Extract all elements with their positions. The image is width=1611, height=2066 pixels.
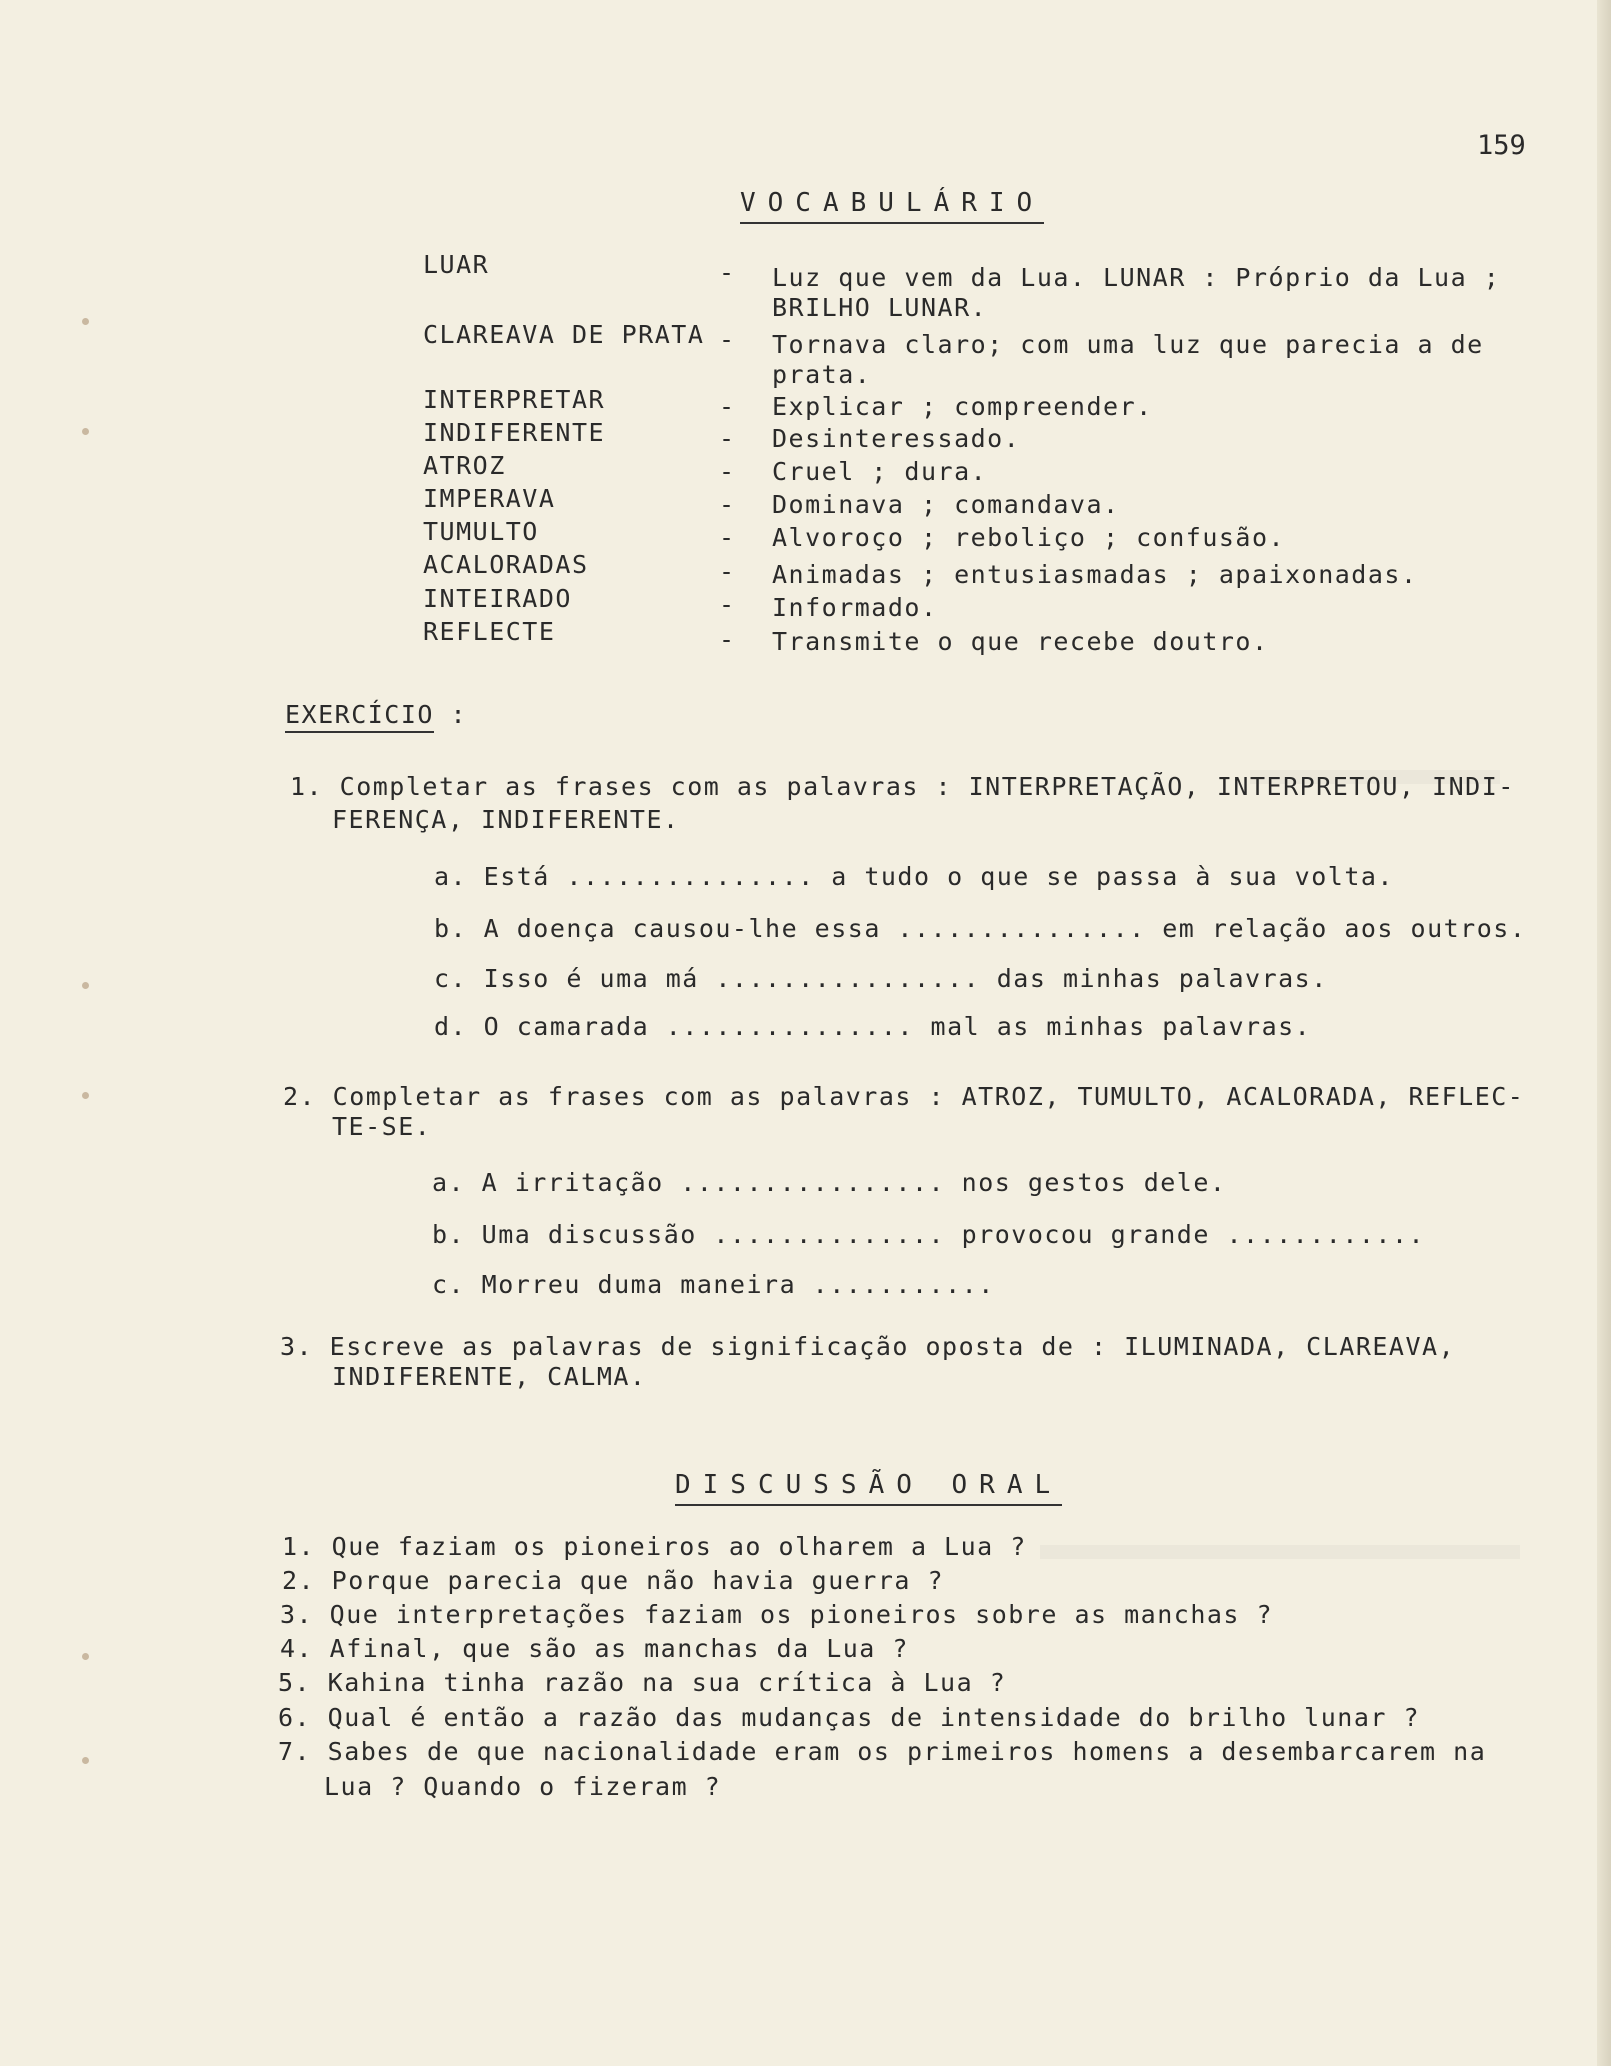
vocab-term: ATROZ <box>423 451 506 480</box>
exercise-heading-row <box>285 700 467 729</box>
punch-mark <box>82 1757 89 1764</box>
punch-mark <box>82 1092 89 1099</box>
vocab-term: LUAR <box>423 250 490 279</box>
vocab-dash: - <box>719 590 736 619</box>
vocab-definition: Luz que vem da Lua. LUNAR : Próprio da Lua ; <box>772 263 1501 292</box>
question-3: 3. Escreve as palavras de significação oposta de : ILUMINADA, CLAREAVA, <box>280 1332 1456 1361</box>
discussion-item: 4. Afinal, que são as manchas da Lua ? <box>280 1634 909 1663</box>
vocab-definition: Desinteressado. <box>772 424 1021 453</box>
discussion-item: 6. Qual é então a razão das mudanças de intensidade do brilho lunar ? <box>278 1703 1421 1732</box>
question-1: 1. Completar as frases com as palavras : INTERPRETAÇÃO, INTERPRETOU, INDI- <box>290 772 1515 801</box>
vocab-definition: Transmite o que recebe doutro. <box>772 627 1269 656</box>
discussion-item: 1. Que faziam os pioneiros ao olharem a Lua ? <box>282 1532 1027 1561</box>
vocab-definition: Explicar ; compreender. <box>772 392 1153 421</box>
vocab-term: CLAREAVA DE PRATA <box>423 320 705 349</box>
punch-mark <box>82 318 89 325</box>
question-2-item-a: a. A irritação ................ nos gestos dele. <box>432 1168 1227 1197</box>
punch-mark <box>82 1653 89 1660</box>
vocab-dash: - <box>719 625 736 654</box>
vocab-dash: - <box>719 258 736 287</box>
vocab-term: INDIFERENTE <box>423 418 606 447</box>
discussion-heading: DISCUSSÃO ORAL <box>675 1470 1062 1506</box>
vocab-term: INTEIRADO <box>423 584 572 613</box>
vocab-term: ACALORADAS <box>423 550 589 579</box>
question-3-cont: INDIFERENTE, CALMA. <box>332 1362 647 1391</box>
vocab-dash: - <box>719 490 736 519</box>
vocab-term: INTERPRETAR <box>423 385 606 414</box>
vocab-dash: - <box>719 424 736 453</box>
vocab-term: TUMULTO <box>423 517 539 546</box>
vocab-dash: - <box>719 457 736 486</box>
discussion-item: 5. Kahina tinha razão na sua crítica à Lua ? <box>278 1668 1007 1697</box>
question-1-item-d: d. O camarada ............... mal as minhas palavras. <box>434 1012 1312 1041</box>
vocab-dash: - <box>719 325 736 354</box>
vocab-dash: - <box>719 392 736 421</box>
vocab-definition: Informado. <box>772 593 938 622</box>
question-1-item-a: a. Está ............... a tudo o que se passa à sua volta. <box>434 862 1394 891</box>
page-edge <box>1597 0 1611 2066</box>
vocab-term: REFLECTE <box>423 617 556 646</box>
bleed-through <box>1040 1545 1520 1559</box>
exercise-heading: EXERCÍCIO <box>285 700 434 733</box>
question-1-item-b: b. A doença causou-lhe essa ............... em relação aos outros. <box>434 914 1527 943</box>
vocab-dash: - <box>719 523 736 552</box>
discussion-item: 2. Porque parecia que não havia guerra ? <box>282 1566 945 1595</box>
page-number: 159 <box>1477 130 1526 161</box>
question-2: 2. Completar as frases com as palavras : ATROZ, TUMULTO, ACALORADA, REFLEC- <box>283 1082 1525 1111</box>
vocab-definition: Alvoroço ; reboliço ; confusão. <box>772 523 1286 552</box>
punch-mark <box>82 428 89 435</box>
vocab-definition-cont: prata. <box>772 360 872 389</box>
discussion-item: 7. Sabes de que nacionalidade eram os primeiros homens a desembarcarem na <box>278 1737 1487 1766</box>
vocab-heading: VOCABULÁRIO <box>740 188 1044 224</box>
vocab-dash: - <box>719 557 736 586</box>
vocab-term: IMPERAVA <box>423 484 556 513</box>
question-2-cont: TE-SE. <box>332 1112 432 1141</box>
punch-mark <box>82 982 89 989</box>
vocab-definition: Tornava claro; com uma luz que parecia a de <box>772 330 1484 359</box>
question-2-item-b: b. Uma discussão .............. provocou grande ............ <box>432 1220 1426 1249</box>
question-1-item-c: c. Isso é uma má ................ das minhas palavras. <box>434 964 1328 993</box>
question-2-item-c: c. Morreu duma maneira ........... <box>432 1270 995 1299</box>
vocab-definition: Dominava ; comandava. <box>772 490 1120 519</box>
exercise-heading-colon: : <box>450 700 468 729</box>
vocab-definition: Cruel ; dura. <box>772 457 988 486</box>
discussion-item-cont: Lua ? Quando o fizeram ? <box>324 1772 722 1801</box>
discussion-item: 3. Que interpretações faziam os pioneiros sobre as manchas ? <box>280 1600 1274 1629</box>
vocab-definition: Animadas ; entusiasmadas ; apaixonadas. <box>772 560 1418 589</box>
question-1-cont: FERENÇA, INDIFERENTE. <box>332 805 680 834</box>
vocab-definition-cont: BRILHO LUNAR. <box>772 293 988 322</box>
